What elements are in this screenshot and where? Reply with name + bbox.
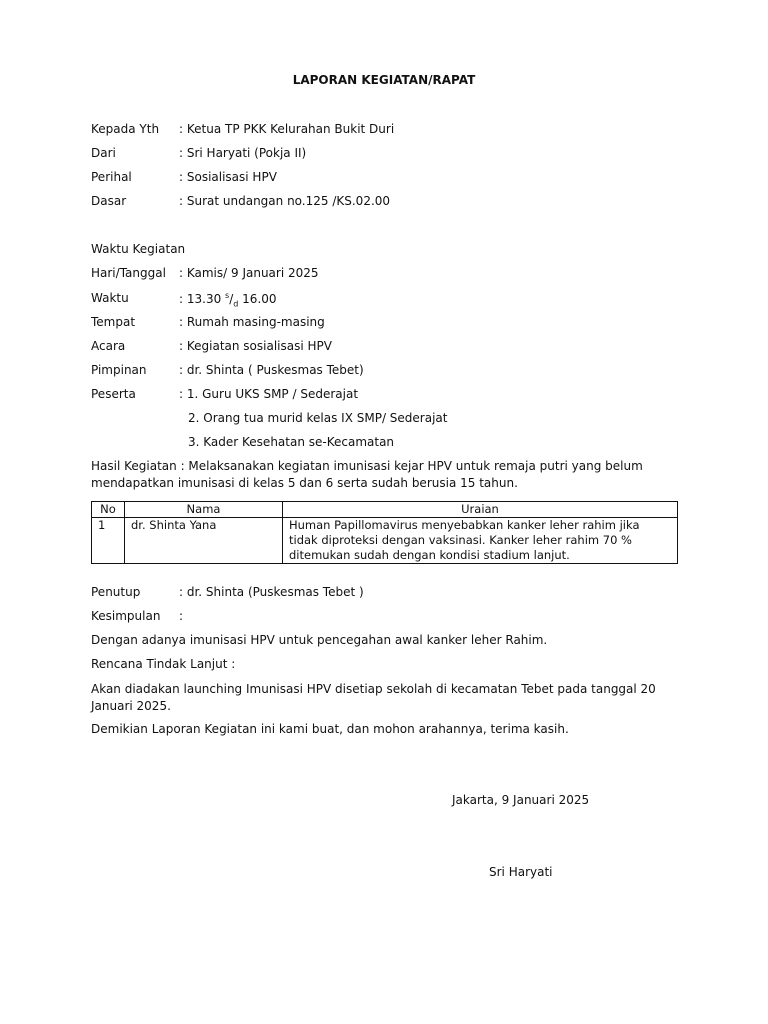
kesimpulan-label: Kesimpulan — [91, 609, 161, 623]
waktu-sep-d: d — [233, 299, 239, 309]
rencana-text: Akan diadakan launching Imunisasi HPV disetiap sekolah di kecamatan Tebet pada tanggal 20 Januari 2025. — [91, 682, 656, 713]
waktu-end: 16.00 — [242, 292, 277, 306]
hari-value: : Kamis/ 9 Januari 2025 — [179, 266, 319, 280]
dari-value: : Sri Haryati (Pokja II) — [179, 146, 307, 160]
document-title: LAPORAN KEGIATAN/RAPAT — [292, 73, 476, 87]
closing-text: Demikian Laporan Kegiatan ini kami buat, dan mohon arahannya, terima kasih. — [91, 722, 569, 736]
hasil-text-2: mendapatkan imunisasi di kelas 5 dan 6 serta sudah berusia 15 tahun. — [91, 476, 518, 490]
cell-nama: dr. Shinta Yana — [125, 518, 283, 564]
tempat-value: : Rumah masing-masing — [179, 315, 325, 329]
waktu-kegiatan-heading: Waktu Kegiatan — [91, 242, 186, 256]
hasil-line-1 — [91, 459, 643, 473]
hasil-label: Hasil Kegiatan — [91, 459, 177, 473]
table-header-row — [92, 502, 678, 518]
acara-value: : Kegiatan sosialisasi HPV — [179, 339, 332, 353]
waktu-start: : 13.30 — [179, 292, 222, 306]
dasar-label: Dasar — [91, 194, 127, 208]
col-header-nama: Nama — [125, 502, 283, 518]
tempat-label: Tempat — [91, 315, 136, 329]
perihal-label: Perihal — [91, 170, 132, 184]
waktu-value: : 13.30 $^s/_d$ 16.00 — [179, 291, 277, 309]
peserta-item: 3. Kader Kesehatan se-Kecamatan — [188, 435, 395, 449]
kesimpulan-text: Dengan adanya imunisasi HPV untuk pencegahan awal kanker leher Rahim. — [91, 633, 548, 647]
place-date: Jakarta, 9 Januari 2025 — [452, 793, 590, 807]
pimpinan-label: Pimpinan — [91, 363, 147, 377]
hari-label: Hari/Tanggal — [91, 266, 166, 280]
penutup-label: Penutup — [91, 585, 141, 599]
kesimpulan-value: : — [179, 609, 184, 623]
pimpinan-value: : dr. Shinta ( Puskesmas Tebet) — [179, 363, 364, 377]
perihal-value: : Sosialisasi HPV — [179, 170, 277, 184]
cell-uraian: Human Papillomavirus menyebabkan kanker leher rahim jika tidak diproteksi dengan vaksinasi. Kanker leher rahim 70 % ditemukan sudah dengan kondisi stadium lanjut. — [283, 518, 678, 564]
peserta-item: 2. Orang tua murid kelas IX SMP/ Sederajat — [188, 411, 448, 425]
cell-no: 1 — [92, 518, 125, 564]
table-row — [92, 518, 678, 564]
rencana-label: Rencana Tindak Lanjut : — [91, 657, 236, 671]
waktu-sep-s: s — [225, 291, 230, 300]
acara-label: Acara — [91, 339, 126, 353]
hasil-text-1: : Melaksanakan kegiatan imunisasi kejar HPV untuk remaja putri yang belum — [180, 459, 643, 473]
kepada-value: : Ketua TP PKK Kelurahan Bukit Duri — [179, 122, 395, 136]
dari-label: Dari — [91, 146, 116, 160]
col-header-no: No — [92, 502, 125, 518]
penutup-value: : dr. Shinta (Puskesmas Tebet ) — [179, 585, 364, 599]
peserta-item: : 1. Guru UKS SMP / Sederajat — [179, 387, 359, 401]
uraian-table — [91, 501, 678, 564]
kepada-label: Kepada Yth — [91, 122, 160, 136]
col-header-uraian: Uraian — [283, 502, 678, 518]
signatory-name: Sri Haryati — [489, 865, 553, 879]
peserta-label: Peserta — [91, 387, 136, 401]
waktu-label: Waktu — [91, 291, 129, 305]
dasar-value: : Surat undangan no.125 /KS.02.00 — [179, 194, 391, 208]
